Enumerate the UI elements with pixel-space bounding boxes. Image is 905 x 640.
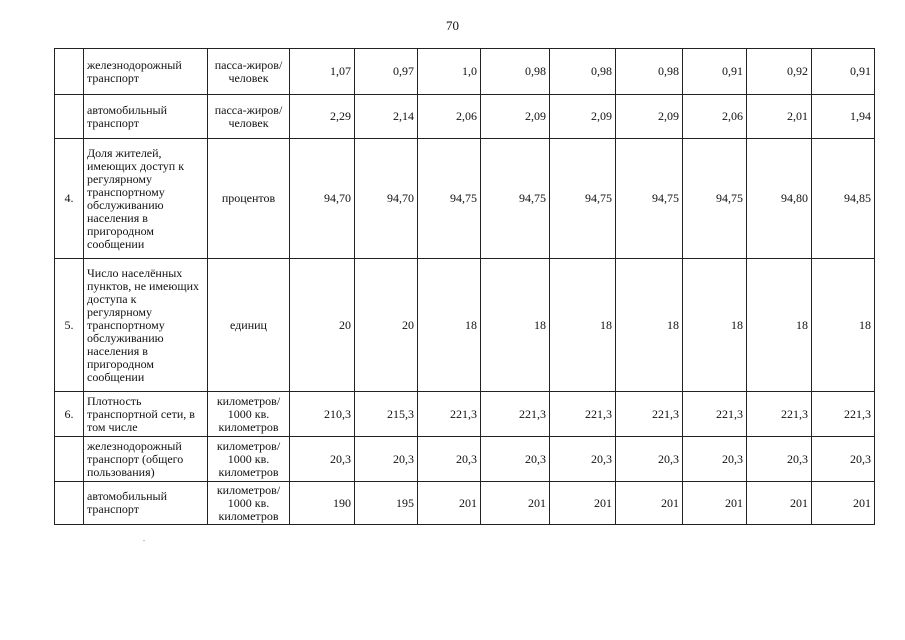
value-cell: 20,3	[290, 437, 355, 482]
value-cell: 2,06	[418, 95, 481, 139]
value-cell: 201	[550, 482, 616, 525]
row-number-cell: 5.	[55, 259, 84, 392]
value-cell: 18	[418, 259, 481, 392]
value-cell: 20,3	[418, 437, 481, 482]
unit-cell: километров/ 1000 кв. километров	[208, 437, 290, 482]
value-cell: 201	[747, 482, 812, 525]
value-cell: 94,75	[616, 139, 683, 259]
unit-cell: километров/ 1000 кв. километров	[208, 392, 290, 437]
unit-cell: пасса-жиров/ человек	[208, 95, 290, 139]
value-cell: 190	[290, 482, 355, 525]
value-cell: 201	[812, 482, 875, 525]
value-cell: 94,75	[418, 139, 481, 259]
value-cell: 201	[418, 482, 481, 525]
value-cell: 201	[616, 482, 683, 525]
table-row	[55, 49, 875, 95]
value-cell: 221,3	[683, 392, 747, 437]
value-cell: 18	[481, 259, 550, 392]
value-cell: 195	[355, 482, 418, 525]
value-cell: 20,3	[481, 437, 550, 482]
value-cell: 221,3	[812, 392, 875, 437]
value-cell: 201	[683, 482, 747, 525]
table-row	[55, 95, 875, 139]
value-cell: 94,75	[550, 139, 616, 259]
value-cell: 20,3	[812, 437, 875, 482]
unit-cell: единиц	[208, 259, 290, 392]
value-cell: 94,75	[481, 139, 550, 259]
value-cell: 20	[290, 259, 355, 392]
indicator-cell: железнодорожный транспорт (общего пользования)	[84, 437, 208, 482]
value-cell: 0,97	[355, 49, 418, 95]
value-cell: 0,98	[616, 49, 683, 95]
value-cell: 1,07	[290, 49, 355, 95]
value-cell: 221,3	[747, 392, 812, 437]
unit-cell: процентов	[208, 139, 290, 259]
value-cell: 221,3	[550, 392, 616, 437]
value-cell: 2,09	[616, 95, 683, 139]
table-row	[55, 392, 875, 437]
value-cell: 20,3	[683, 437, 747, 482]
value-cell: 201	[481, 482, 550, 525]
indicator-cell: Число населённых пунктов, не имеющих доступа к регулярному транспортному обслуживанию населения в пригородном сообщении	[84, 259, 208, 392]
value-cell: 18	[683, 259, 747, 392]
value-cell: 18	[616, 259, 683, 392]
indicator-cell: автомобильный транспорт	[84, 482, 208, 525]
value-cell: 2,29	[290, 95, 355, 139]
value-cell: 20,3	[616, 437, 683, 482]
scan-speck	[143, 540, 145, 541]
unit-cell: пасса-жиров/ человек	[208, 49, 290, 95]
value-cell: 20,3	[355, 437, 418, 482]
row-number-cell	[55, 482, 84, 525]
value-cell: 221,3	[481, 392, 550, 437]
value-cell: 18	[812, 259, 875, 392]
indicator-cell: автомобильный транспорт	[84, 95, 208, 139]
value-cell: 20,3	[550, 437, 616, 482]
table-row	[55, 437, 875, 482]
indicator-cell: Плотность транспортной сети, в том числе	[84, 392, 208, 437]
value-cell: 2,01	[747, 95, 812, 139]
value-cell: 215,3	[355, 392, 418, 437]
table-row	[55, 482, 875, 525]
row-number-cell	[55, 437, 84, 482]
value-cell: 0,92	[747, 49, 812, 95]
value-cell: 2,14	[355, 95, 418, 139]
value-cell: 210,3	[290, 392, 355, 437]
value-cell: 18	[747, 259, 812, 392]
page-number: 70	[446, 18, 459, 33]
value-cell: 0,98	[481, 49, 550, 95]
value-cell: 94,70	[355, 139, 418, 259]
row-number-cell	[55, 49, 84, 95]
value-cell: 1,0	[418, 49, 481, 95]
value-cell: 2,06	[683, 95, 747, 139]
value-cell: 0,91	[683, 49, 747, 95]
row-number-cell: 6.	[55, 392, 84, 437]
indicator-cell: Доля жителей, имеющих доступ к регулярному транспортному обслуживанию населения в пригородном сообщении	[84, 139, 208, 259]
value-cell: 94,80	[747, 139, 812, 259]
indicators-table	[54, 48, 875, 525]
value-cell: 2,09	[550, 95, 616, 139]
row-number-cell	[55, 95, 84, 139]
table-row	[55, 139, 875, 259]
value-cell: 94,75	[683, 139, 747, 259]
value-cell: 94,70	[290, 139, 355, 259]
value-cell: 94,85	[812, 139, 875, 259]
row-number-cell: 4.	[55, 139, 84, 259]
value-cell: 20,3	[747, 437, 812, 482]
value-cell: 2,09	[481, 95, 550, 139]
value-cell: 0,98	[550, 49, 616, 95]
value-cell: 221,3	[418, 392, 481, 437]
value-cell: 18	[550, 259, 616, 392]
value-cell: 1,94	[812, 95, 875, 139]
value-cell: 20	[355, 259, 418, 392]
unit-cell: километров/ 1000 кв. километров	[208, 482, 290, 525]
indicator-cell: железнодорожный транспорт	[84, 49, 208, 95]
value-cell: 221,3	[616, 392, 683, 437]
value-cell: 0,91	[812, 49, 875, 95]
table-row	[55, 259, 875, 392]
